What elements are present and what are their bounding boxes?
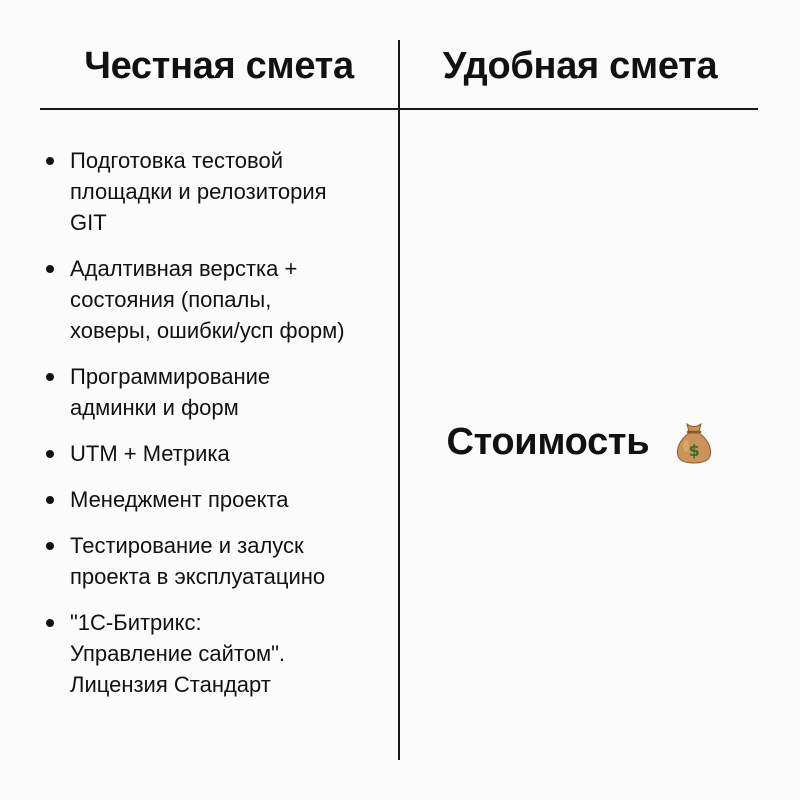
list-item [44, 484, 394, 515]
left-column-title: Честная смета [84, 45, 354, 87]
list-item [44, 530, 394, 592]
bullet-icon [46, 373, 54, 381]
column-divider [398, 40, 400, 760]
list-item-text: Тестирование и залуск проекта в эксплуатацино [70, 533, 326, 589]
list-item [44, 438, 394, 469]
list-item-text: Адалтивная верстка + состояния (попалы, ховеры, ошибки/усп форм) [70, 256, 345, 343]
estimate-items-list [44, 145, 394, 715]
bullet-icon [46, 450, 54, 458]
dollar-sign: $ [688, 440, 699, 460]
list-item [44, 607, 394, 700]
cost-label: Стоимость [446, 420, 650, 463]
cost-row [402, 415, 758, 467]
right-column-title: Удобная смета [442, 45, 718, 87]
bullet-icon [46, 619, 54, 627]
list-item-text: Программирование админки и форм [70, 364, 271, 420]
list-item-text: Подготовка тестовой площадки и релозитория GIT [70, 148, 327, 235]
bullet-icon [46, 265, 54, 273]
bullet-icon [46, 157, 54, 165]
list-item-text: UTM + Метрика [70, 441, 230, 466]
list-item [44, 145, 394, 238]
list-item-text: "1С-Битрикс: Управление сайтом". Лицензия Стандарт [70, 610, 286, 697]
list-item [44, 361, 394, 423]
bullet-icon [46, 542, 54, 550]
bullet-icon [46, 496, 54, 504]
money-bag-icon [674, 420, 714, 464]
list-item [44, 253, 394, 346]
list-item-text: Менеджмент проекта [70, 487, 289, 512]
